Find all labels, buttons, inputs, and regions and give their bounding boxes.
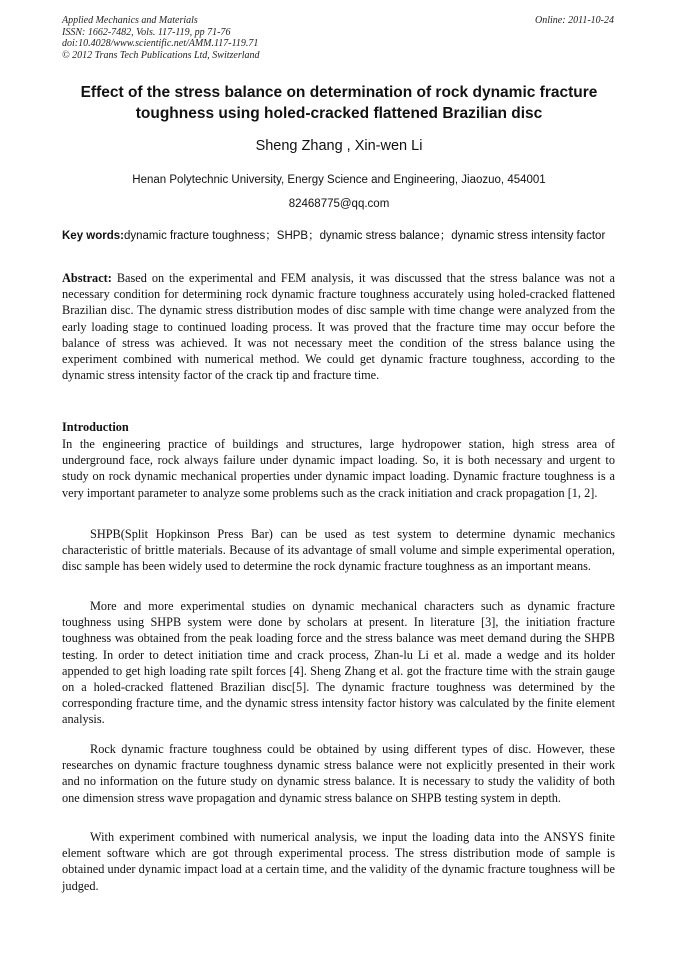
author-email[interactable]: 82468775@qq.com xyxy=(288,198,390,210)
intro-paragraph-4: Rock dynamic fracture toughness could be obtained by using different types of disc. However, these researches on dynamic fracture toughness dynamic stress balance were not explicitly presented in their work and no information on the future study on dynamic stress balance. It is necessary to study the validity of both one dimension stress wave propagation and dynamic stress balance on SHPB testing system in depth. xyxy=(62,742,615,805)
abstract-block xyxy=(62,270,615,383)
paper-title: Effect of the stress balance on determination of rock dynamic fracture toughness using holed-cracked flattened Brazilian disc xyxy=(80,84,598,122)
doi-line[interactable]: doi:10.4028/www.scientific.net/AMM.117-119.71 xyxy=(62,38,259,49)
keywords-label: Key words: xyxy=(62,230,124,242)
issn-line: ISSN: 1662-7482, Vols. 117-119, pp 71-76 xyxy=(62,26,231,38)
keywords-block xyxy=(62,228,614,244)
intro-paragraph-3: More and more experimental studies on dynamic mechanical characters such as dynamic fracture toughness using SHPB system were done by scholars at present. In literature [3], the initiation fracture toughness was obtained from the peak loading force and the stress balance was meet demand during the SHPB testing. In order to detect initiation time and crack process, Zhan-lu Li et al. made a wedge and its holder appended to get high loading rate spilt forces [4]. Sheng Zhang et al. got the fracture time with the strain gauge on a holed-cracked flattened Brazilian disc[5]. The dynamic fracture toughness was determined by the corresponding fracture time, and the dynamic stress intensity factor history was calculated by the finite element analysis. xyxy=(62,599,615,727)
keywords-text: dynamic fracture toughness；SHPB；dynamic stress balance；dynamic stress intensity factor xyxy=(124,230,606,242)
intro-paragraph-1: In the engineering practice of buildings and structures, large hydropower station, high stress area of underground face, rock always failure under dynamic impact loading. So, it is both necessary and urgent to study on rock dynamic mechanical properties under dynamic impact loading. Dynamic fracture toughness is a very important parameter to analyze some problems such as the crack initiation and crack propagation [1, 2]. xyxy=(62,437,615,500)
introduction-heading: Introduction xyxy=(62,420,129,434)
author-list: Sheng Zhang , Xin-wen Li xyxy=(255,138,423,154)
journal-header xyxy=(62,15,618,61)
intro-paragraph-5: With experiment combined with numerical analysis, we input the loading data into the ANSYS finite element software which are got through experimental process. The stress distribution mode of sample is obtained under dynamic impact load at a certain time, and the validity of the dynamic fracture toughness will be judged. xyxy=(62,830,615,893)
copyright-line: © 2012 Trans Tech Publications Ltd, Switzerland xyxy=(62,49,260,61)
affiliation: Henan Polytechnic University, Energy Science and Engineering, Jiaozuo, 454001 xyxy=(132,174,546,186)
journal-name: Applied Mechanics and Materials xyxy=(62,15,198,26)
abstract-text: Based on the experimental and FEM analysis, it was discussed that the stress balance was not a necessary condition for determining rock dynamic fracture toughness accurately using holed-cracked flattened Brazilian disc. The dynamic stress distribution modes of disc sample with time change were analyzed from the early loading stage to continued loading process. It was proved that the fracture time may occur before the balance of stress was achieved. It was not necessary meet the condition of the stress balance using the experiment combined with numerical method. We could get dynamic fracture toughness, according to the dynamic stress intensity factor of the crack tip and fracture time. xyxy=(62,271,615,383)
intro-paragraph-2: SHPB(Split Hopkinson Press Bar) can be used as test system to determine dynamic mechanics characteristic of brittle materials. Because of its advantage of small volume and simple experimental operation, disc sample has been widely used to determine the rock dynamic fracture toughness as an important means. xyxy=(62,527,615,574)
abstract-label: Abstract: xyxy=(62,271,112,285)
online-date: Online: 2011-10-24 xyxy=(535,15,614,26)
